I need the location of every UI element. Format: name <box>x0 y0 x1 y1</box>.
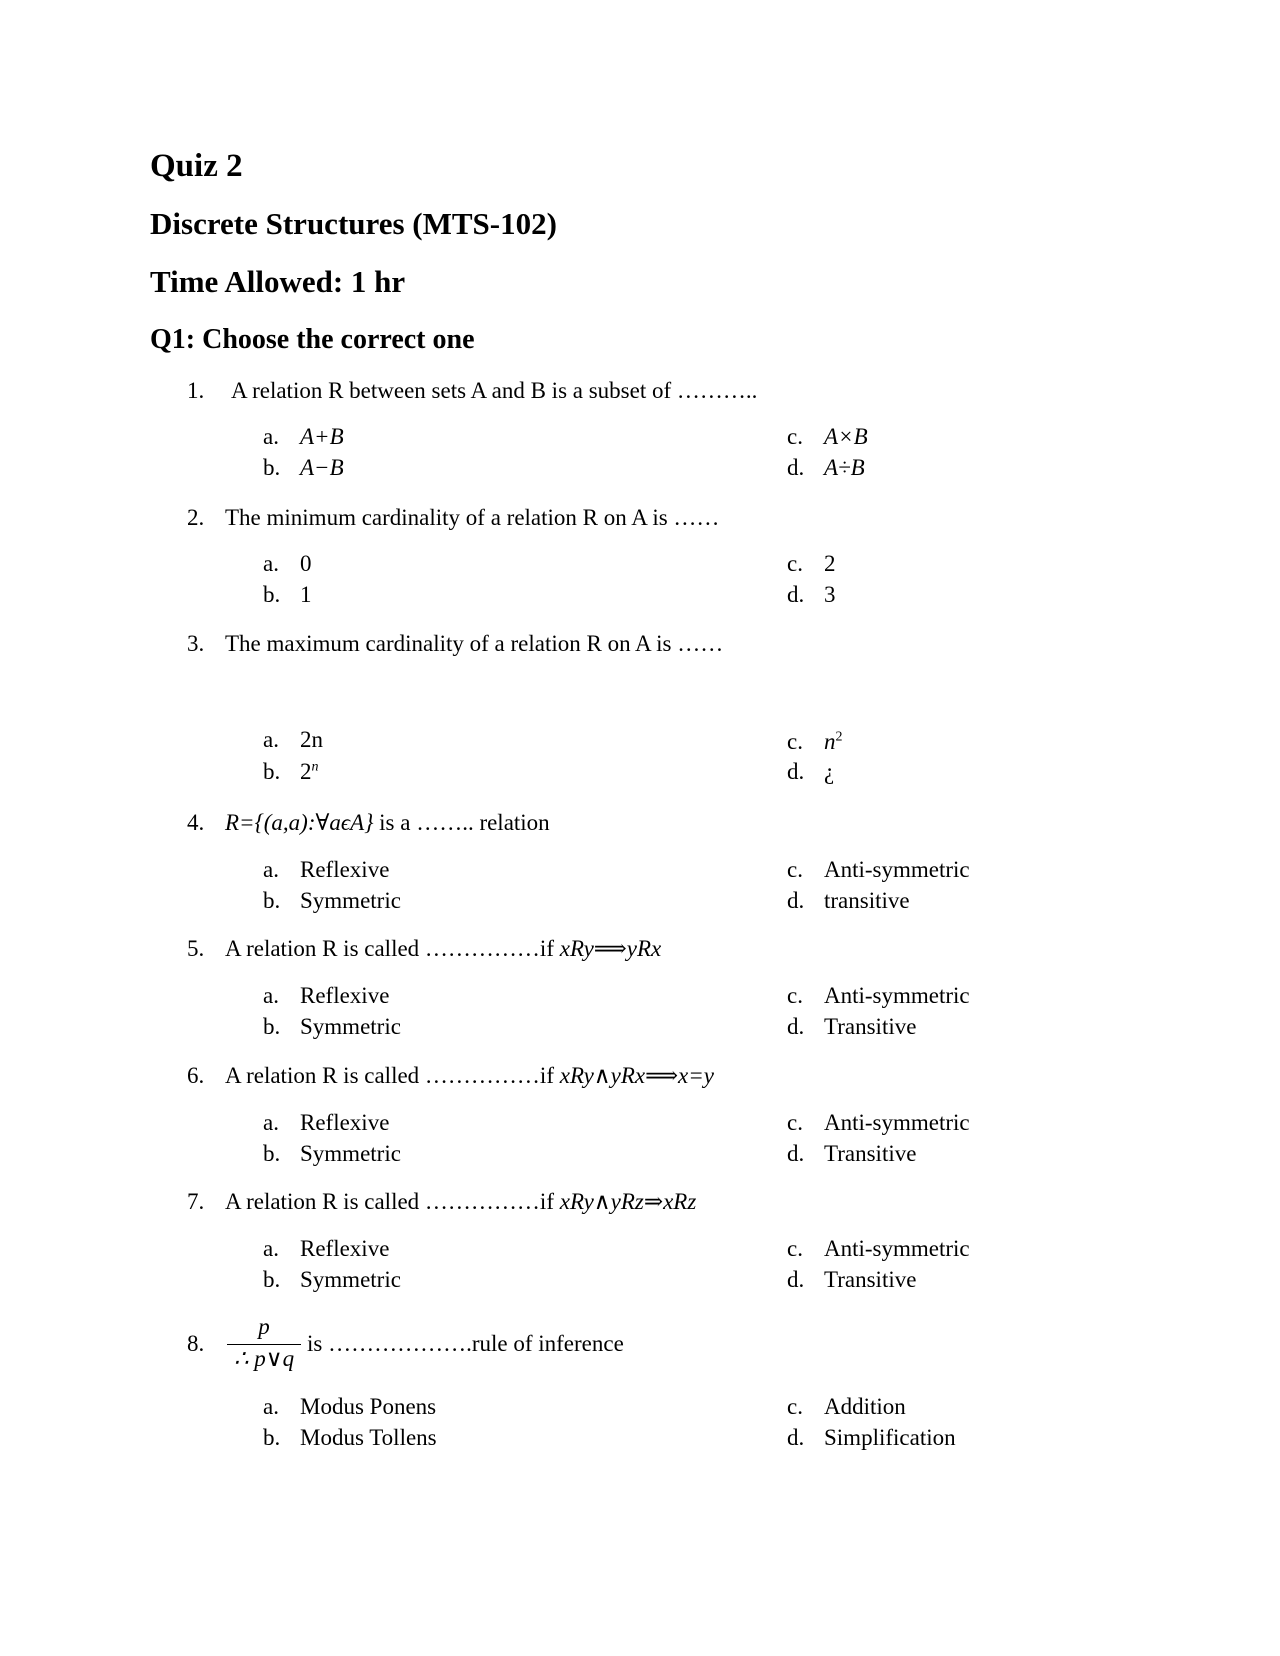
fraction-conclusion: ∴ p∨q <box>233 1346 295 1371</box>
option-label: b. <box>263 582 281 607</box>
option-value: ¿ <box>824 759 835 784</box>
option-value: Modus Tollens <box>300 1425 437 1450</box>
option-label: b. <box>263 1267 281 1292</box>
question-text: A relation R is called ……………if <box>225 1063 554 1088</box>
relation-condition: xRy⟹yRx <box>559 936 662 961</box>
option-label: d. <box>787 582 805 607</box>
question-text: The minimum cardinality of a relation R on A is …… <box>225 505 720 530</box>
option-value: Reflexive <box>300 983 390 1008</box>
option-label: c. <box>787 551 803 576</box>
option-value: Reflexive <box>300 857 390 882</box>
question-text: is a …….. relation <box>379 810 550 835</box>
base: n <box>824 729 836 754</box>
question-number: 3. <box>187 631 205 656</box>
question-number: 5. <box>187 936 205 961</box>
question-number: 2. <box>187 505 205 530</box>
option-value: Reflexive <box>300 1236 390 1261</box>
option-label: a. <box>263 727 279 752</box>
option-value: Transitive <box>824 1141 917 1166</box>
question-number: 8. <box>187 1331 205 1356</box>
course-title: Discrete Structures (MTS-102) <box>150 206 557 241</box>
option-value: 2n <box>300 727 323 752</box>
option-value: A÷B <box>824 455 865 480</box>
option-label: b. <box>263 455 281 480</box>
option-label: c. <box>787 857 803 882</box>
question-text: A relation R between sets A and B is a subset of ……….. <box>231 378 758 403</box>
option-value <box>300 757 319 787</box>
option-label: c. <box>787 1110 803 1135</box>
option-label: d. <box>787 1267 805 1292</box>
option-value: Anti-symmetric <box>824 983 970 1008</box>
question-text: is ……………….rule of inference <box>307 1331 624 1356</box>
exponent: n <box>311 759 319 775</box>
option-value: A×B <box>824 424 868 449</box>
option-label: a. <box>263 1236 279 1261</box>
section-heading: Q1: Choose the correct one <box>150 324 475 355</box>
option-label: a. <box>263 1394 279 1419</box>
option-value: Transitive <box>824 1267 917 1292</box>
option-value: A+B <box>300 424 344 449</box>
option-label: a. <box>263 857 279 882</box>
option-label: b. <box>263 1141 281 1166</box>
option-label: d. <box>787 1425 805 1450</box>
option-label: b. <box>263 759 281 784</box>
option-value: Symmetric <box>300 1014 401 1039</box>
option-value: Symmetric <box>300 1267 401 1292</box>
option-value: Modus Ponens <box>300 1394 437 1419</box>
question-text: A relation R is called ……………if <box>225 1189 554 1214</box>
option-label: d. <box>787 759 805 784</box>
exponent: 2 <box>835 729 843 745</box>
option-value: A−B <box>300 455 344 480</box>
option-value: Symmetric <box>300 1141 401 1166</box>
option-label: a. <box>263 983 279 1008</box>
option-label: d. <box>787 1014 805 1039</box>
relation-condition: xRy∧yRx⟹x=y <box>559 1063 714 1088</box>
option-value: 2 <box>824 551 836 576</box>
option-label: a. <box>263 551 279 576</box>
fraction-bar <box>227 1344 301 1345</box>
option-label: b. <box>263 888 281 913</box>
option-label: c. <box>787 1394 803 1419</box>
relation-condition: xRy∧yRz⇒xRz <box>559 1189 697 1214</box>
option-value: transitive <box>824 888 910 913</box>
option-label: c. <box>787 729 803 754</box>
option-value: Anti-symmetric <box>824 857 970 882</box>
option-value: Simplification <box>824 1425 956 1450</box>
option-label: b. <box>263 1425 281 1450</box>
option-label: a. <box>263 424 279 449</box>
inference-fraction <box>225 1312 303 1372</box>
option-value: Reflexive <box>300 1110 390 1135</box>
option-value: Transitive <box>824 1014 917 1039</box>
option-value: Symmetric <box>300 888 401 913</box>
question-8-text-line <box>307 1329 624 1359</box>
option-value: 1 <box>300 582 312 607</box>
option-value: Addition <box>824 1394 906 1419</box>
quiz-title: Quiz 2 <box>150 148 243 184</box>
question-number: 7. <box>187 1189 205 1214</box>
option-label: c. <box>787 983 803 1008</box>
option-value: 0 <box>300 551 312 576</box>
relation-formula: R={(a,a):∀aϵA} <box>225 810 374 835</box>
option-label: d. <box>787 455 805 480</box>
time-allowed: Time Allowed: 1 hr <box>150 264 406 299</box>
option-label: b. <box>263 1014 281 1039</box>
question-number: 6. <box>187 1063 205 1088</box>
option-label: d. <box>787 888 805 913</box>
option-label: d. <box>787 1141 805 1166</box>
base: 2 <box>300 759 312 784</box>
question-number: 1. <box>187 378 205 403</box>
option-value: Anti-symmetric <box>824 1110 970 1135</box>
fraction-premise: p <box>258 1314 270 1339</box>
option-value <box>824 727 843 757</box>
question-text: The maximum cardinality of a relation R on A is …… <box>225 631 724 656</box>
option-value: Anti-symmetric <box>824 1236 970 1261</box>
question-text: A relation R is called ……………if <box>225 936 554 961</box>
option-label: a. <box>263 1110 279 1135</box>
option-value: 3 <box>824 582 836 607</box>
question-number: 4. <box>187 810 205 835</box>
option-label: c. <box>787 1236 803 1261</box>
option-label: c. <box>787 424 803 449</box>
